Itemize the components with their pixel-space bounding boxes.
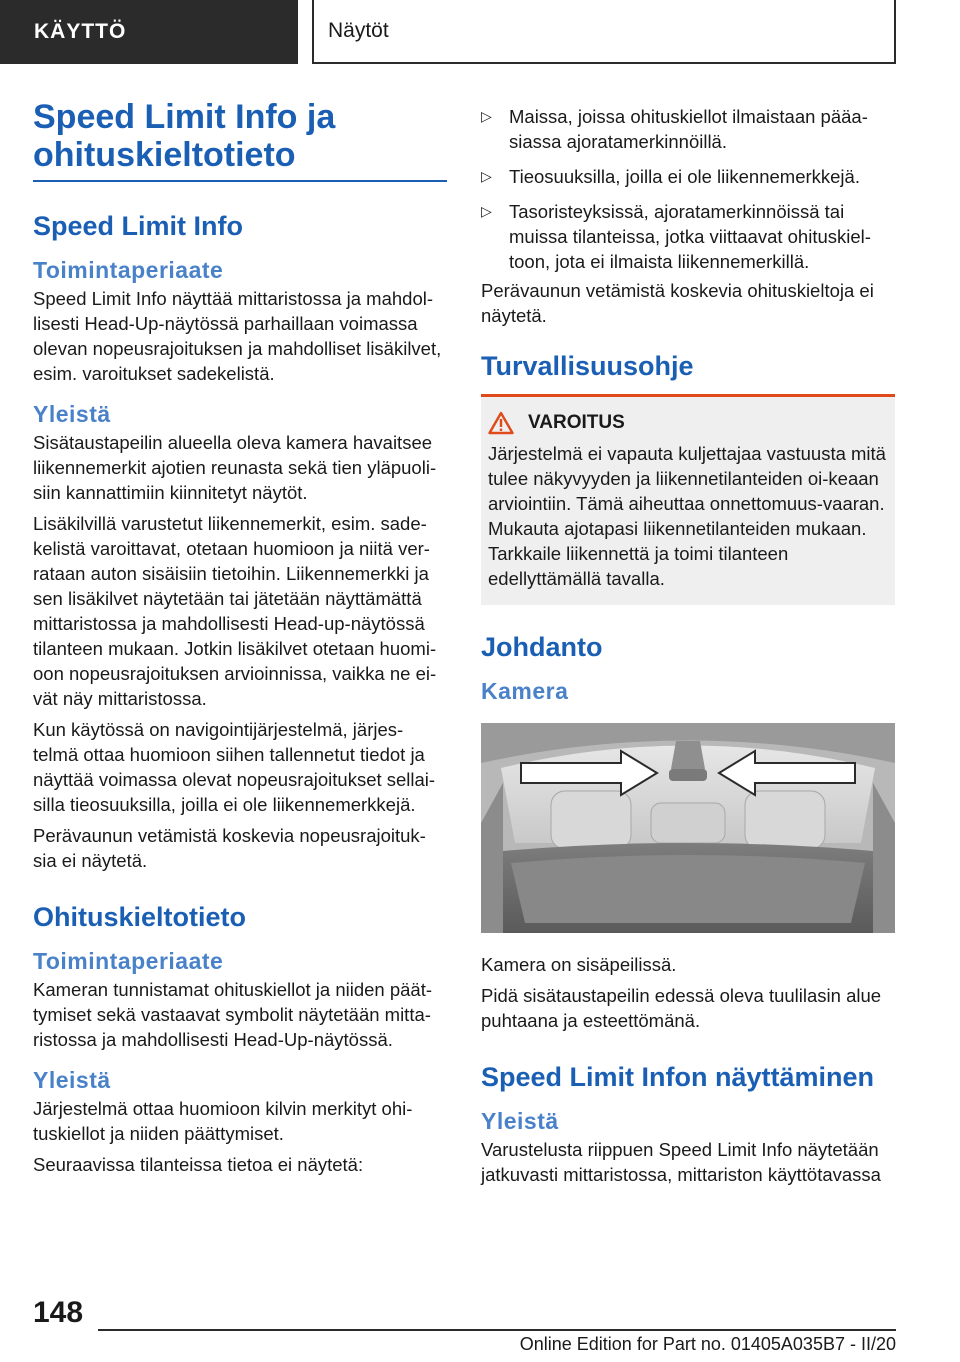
triangle-bullet-icon: ▷: [481, 108, 492, 124]
warning-title: VAROITUS: [528, 412, 625, 433]
section-title: KÄYTTÖ: [34, 20, 127, 43]
list-item-text: Tieosuuksilla, joilla ei ole liikennemerkkejä.: [509, 166, 860, 187]
heading-johdanto: Johdanto: [481, 632, 603, 662]
subheading-toimintaperiaate-2: Toimintaperiaate: [33, 948, 224, 974]
paragraph-yleista-2a: Järjestelmä ottaa huomioon kilvin merkityt ohi‐tuskiellot ja niiden päättymiset.: [33, 1098, 413, 1144]
heading-turvallisuusohje: Turvallisuusohje: [481, 351, 694, 381]
exception-list: [481, 104, 895, 274]
paragraph-toimintaperiaate-1: Speed Limit Info näyttää mittaristossa ja mahdol‐lisesti Head-Up-näytössä parhaillaan voimassa olevan nopeusrajoituksen ja mahdolliset lisäkilvet, esim. varoitukset sadekelistä.: [33, 288, 442, 384]
paragraph-yleista-1c: Kun käytössä on navigointijärjestelmä, järjes‐telmä ottaa huomioon siihen tallennetut tiedot ja näyttää voimassa olevat nopeusrajoitukset sellai‐silla tieosuuksilla, joilla ei ole liikennemerkkejä.: [33, 719, 436, 815]
warning-text: Järjestelmä ei vapauta kuljettajaa vastuusta mitä tulee näkyvyyden ja liikennetilanteiden oi‐keaan arviointiin. Tämä aiheuttaa onnettomuus‐vaaran. Mukauta ajotapasi liikennetilanteiden mukaan. Tarkkaile liikennettä ja toimi tilanteen edellyttämällä tavalla.: [488, 443, 886, 589]
page-title: Speed Limit Info ja ohituskieltotieto: [33, 98, 447, 182]
camera-location-photo: [481, 723, 895, 933]
warning-header: [488, 411, 887, 435]
subheading-yleista-3: Yleistä: [481, 1108, 559, 1134]
list-item: [481, 164, 895, 189]
warning-box: [481, 397, 895, 605]
subheading-yleista-2: Yleistä: [33, 1067, 111, 1093]
paragraph-yleista-2b: Seuraavissa tilanteissa tietoa ei näytetä:: [33, 1154, 364, 1175]
page-number: 148: [33, 1296, 84, 1329]
triangle-bullet-icon: ▷: [481, 168, 492, 184]
list-item-text: Tasoristeyksissä, ajoratamerkinnöissä tai muissa tilanteissa, jotka viittaavat ohituskiel‐toon, jota ei ilmaista liikennemerkillä.: [509, 201, 871, 272]
heading-speed-limit-info: Speed Limit Info: [33, 211, 244, 241]
right-column: [481, 104, 895, 1193]
list-item: [481, 199, 895, 274]
paragraph-yleista-3: Varustelusta riippuen Speed Limit Info näytetään jatkuvasti mittaristossa, mittariston käyttötavassa: [481, 1139, 881, 1185]
list-item: [481, 104, 895, 154]
warning-triangle-icon: [488, 411, 514, 435]
subheading-toimintaperiaate-1: Toimintaperiaate: [33, 257, 224, 283]
paragraph-yleista-1b: Lisäkilvillä varustetut liikennemerkit, esim. sade‐kelistä varoittavat, otetaan huomioon ja niitä ver‐rataan auton sisäisiin tietoihin. Liikennemerkki ja sen lisäkilvet näytetään tai jätetään näyttämättä mittaristossa ja mahdollisesti Head-up-näytössä tilanteen mukaan. Jotkin lisäkilvet otetaan huomi‐oon nopeusrajoituksen arvioinnissa, vaikka ne ei‐vät näy mittaristossa.: [33, 513, 437, 709]
heading-ohituskieltotieto: Ohituskieltotieto: [33, 902, 247, 932]
paragraph-kamera-2: Pidä sisätaustapeilin edessä oleva tuulilasin alue puhtaana ja esteettömänä.: [481, 985, 882, 1031]
heading-speed-limit-infon-nayttaminen: Speed Limit Infon näyttäminen: [481, 1062, 875, 1092]
section-tab: [0, 0, 298, 64]
chapter-tab: [312, 0, 896, 64]
triangle-bullet-icon: ▷: [481, 203, 492, 219]
paragraph-toimintaperiaate-2: Kameran tunnistamat ohituskiellot ja niiden päät‐tymiset sekä vastaavat symbolit näytetään mitta‐ristossa ja mahdollisesti Head-Up-näytössä.: [33, 979, 433, 1050]
paragraph-yleista-1d: Perävaunun vetämistä koskevia nopeusrajoituk‐sia ei näytetä.: [33, 825, 426, 871]
subheading-yleista-1: Yleistä: [33, 401, 111, 427]
chapter-title: Näytöt: [328, 19, 389, 42]
list-item-text: Maissa, joissa ohituskiellot ilmaistaan pääa‐siassa ajoratamerkinnöillä.: [509, 106, 868, 152]
paragraph-kamera-1: Kamera on sisäpeilissä.: [481, 954, 677, 975]
subheading-kamera: Kamera: [481, 678, 569, 704]
left-column: [33, 98, 447, 1183]
paragraph-trailer: Perävaunun vetämistä koskevia ohituskieltoja ei näytetä.: [481, 280, 874, 326]
footer-edition: Online Edition for Part no. 01405A035B7 - II/20: [519, 1334, 896, 1354]
paragraph-yleista-1a: Sisätaustapeilin alueella oleva kamera havaitsee liikennemerkit ajotien reunasta sekä tien yläpuoli‐siin kannattimiin kiinnitetyt näytöt.: [33, 432, 437, 503]
footer-rule: [98, 1329, 896, 1331]
